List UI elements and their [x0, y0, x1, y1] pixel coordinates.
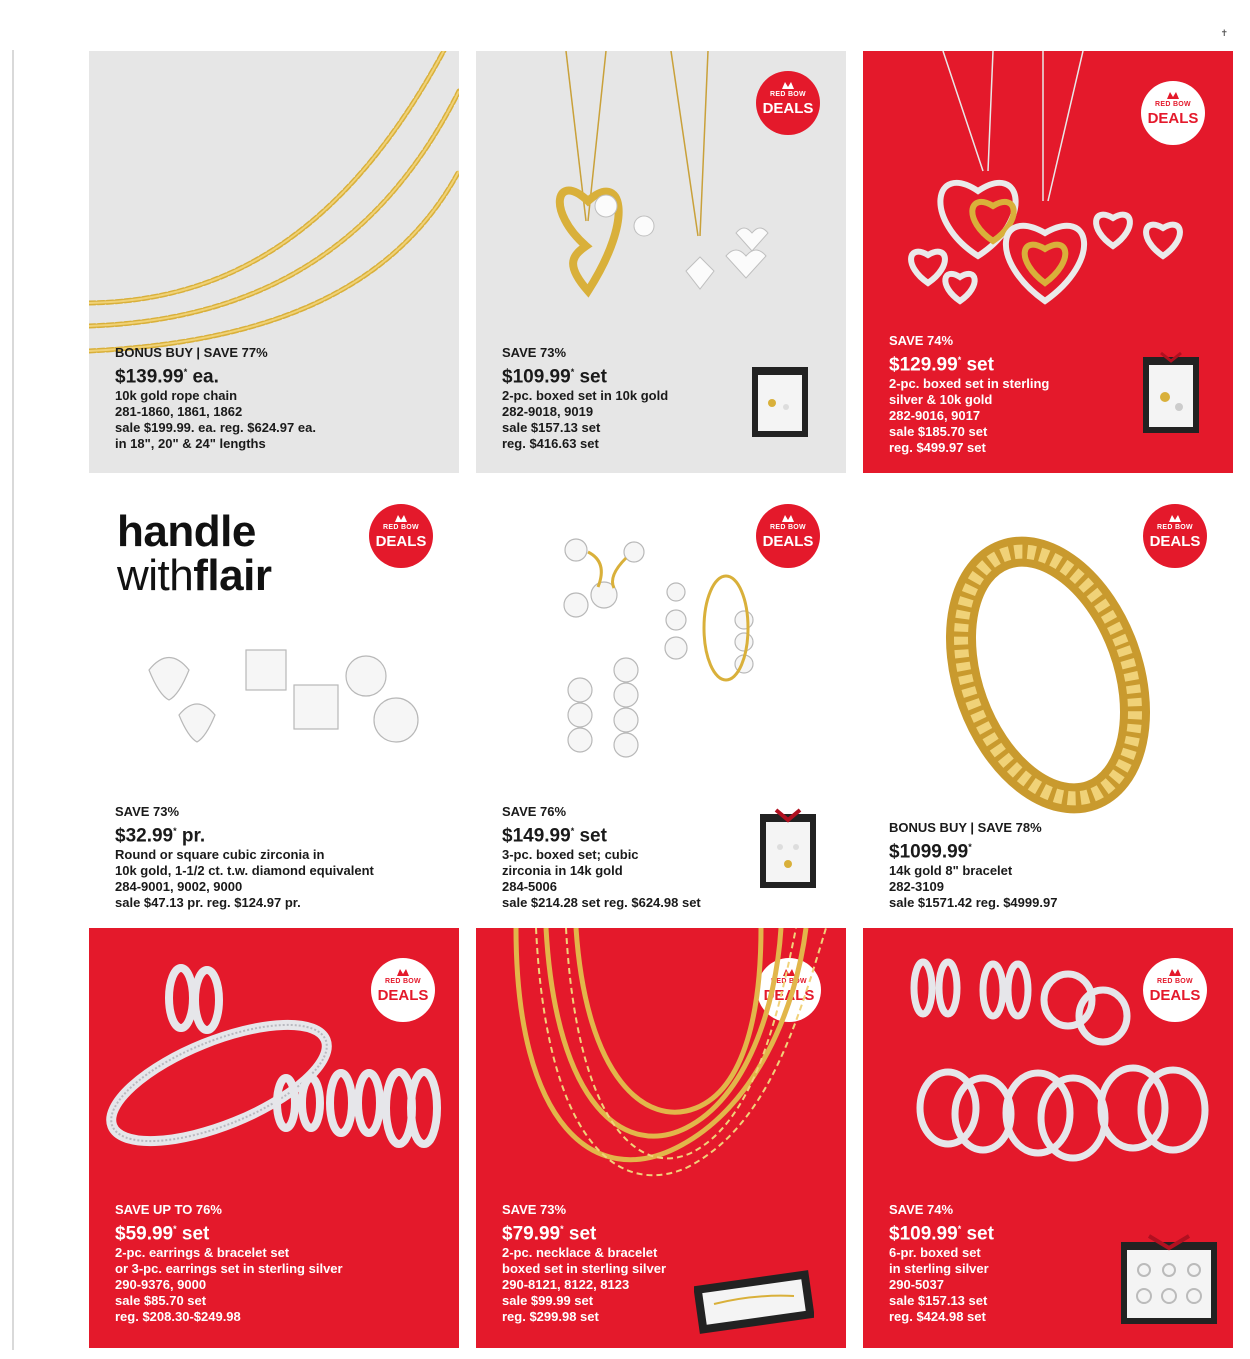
- offer-extra: reg. $499.97 set: [889, 440, 986, 456]
- offer-details: [115, 345, 316, 452]
- offer-line: 14k gold 8" bracelet: [889, 863, 1013, 879]
- offer-extra: reg. $299.98 set: [502, 1309, 599, 1325]
- tile-double-heart-set[interactable]: [863, 51, 1233, 473]
- red-bow-deals-badge: RED BOW DEALS: [756, 504, 820, 568]
- offer-details: [889, 1202, 994, 1325]
- offer-line: 282-9016, 9017: [889, 408, 981, 424]
- offer-sale: sale $85.70 set: [115, 1293, 207, 1309]
- offer-line: 2-pc. earrings & bracelet set: [115, 1245, 290, 1261]
- offer-line: 281-1860, 1861, 1862: [115, 404, 243, 420]
- offer-extra: reg. $416.63 set: [502, 436, 599, 452]
- bow-icon: [1167, 92, 1179, 99]
- tile-silver-bangle-set[interactable]: [89, 928, 459, 1348]
- offer-details: [889, 820, 1057, 911]
- offer-details: [889, 333, 1049, 456]
- offer-line: 284-9001, 9002, 9000: [115, 879, 243, 895]
- offer-line: 10k gold, 1-1/2 ct. t.w. diamond equivalent: [115, 863, 374, 879]
- offer-price: $109.99* set: [889, 1223, 994, 1245]
- offer-savings: SAVE 73%: [115, 804, 180, 819]
- offer-price: $32.99* pr.: [115, 825, 206, 847]
- offer-line: 290-8121, 8122, 8123: [502, 1277, 630, 1293]
- offer-line: boxed set in sterling silver: [502, 1261, 666, 1277]
- offer-line: or 3-pc. earrings set in sterling silver: [115, 1261, 343, 1277]
- red-bow-deals-badge: RED BOW DEALS: [756, 71, 820, 135]
- offer-savings: BONUS BUY | SAVE 77%: [115, 345, 268, 360]
- offer-details: [502, 1202, 666, 1325]
- offer-sale: sale $157.13 set: [502, 420, 601, 436]
- headline-line2: withflair: [117, 551, 272, 600]
- offer-line: 290-5037: [889, 1277, 944, 1293]
- tile-cz-earring-set[interactable]: [476, 490, 846, 912]
- offer-sale: sale $47.13 pr. reg. $124.97 pr.: [115, 895, 301, 911]
- offer-sale: sale $199.99. ea. reg. $624.97 ea.: [115, 420, 316, 436]
- gift-box-image: [750, 363, 810, 443]
- tile-necklace-bracelet-set[interactable]: [476, 928, 846, 1348]
- offer-savings: SAVE 73%: [502, 345, 567, 360]
- offer-line: 10k gold rope chain: [115, 388, 238, 404]
- offer-price: $1099.99*: [889, 841, 972, 863]
- offer-savings: SAVE 76%: [502, 804, 567, 819]
- tile-rope-chain[interactable]: [89, 51, 459, 473]
- offer-line: 284-5006: [502, 879, 557, 895]
- offer-savings: SAVE UP TO 76%: [115, 1202, 222, 1217]
- offer-details: [502, 345, 668, 452]
- tile-heart-boxed-set[interactable]: [476, 51, 846, 473]
- offer-savings: SAVE 74%: [889, 333, 954, 348]
- gift-box-image: [694, 1258, 754, 1338]
- offer-extra: reg. $424.98 set: [889, 1309, 986, 1325]
- offer-price: $59.99* set: [115, 1223, 210, 1245]
- offer-details: [115, 804, 374, 911]
- offer-extra: reg. $208.30-$249.98: [115, 1309, 241, 1325]
- gift-box-image: [1119, 1228, 1179, 1308]
- offer-line: 3-pc. boxed set; cubic: [502, 847, 639, 863]
- offer-savings: SAVE 74%: [889, 1202, 954, 1217]
- gift-box-image: [758, 802, 818, 882]
- offer-line: 6-pr. boxed set: [889, 1245, 981, 1261]
- offer-price: $129.99* set: [889, 354, 994, 376]
- red-bow-deals-badge: RED BOW DEALS: [1143, 958, 1207, 1022]
- page-marker: ✝: [1220, 28, 1228, 38]
- offer-extra: in 18", 20" & 24" lengths: [115, 436, 266, 452]
- headline-line1: handle: [117, 507, 256, 556]
- offer-line: silver & 10k gold: [889, 392, 993, 408]
- offer-line: zirconia in 14k gold: [502, 863, 623, 879]
- offer-sale: sale $1571.42 reg. $4999.97: [889, 895, 1058, 911]
- offer-line: 290-9376, 9000: [115, 1277, 207, 1293]
- offer-sale: sale $185.70 set: [889, 424, 988, 440]
- bow-icon: [782, 82, 794, 89]
- page-edge-divider: [0, 50, 14, 1350]
- offer-sale: sale $99.99 set: [502, 1293, 594, 1309]
- tile-silver-hoops-set[interactable]: [863, 928, 1233, 1348]
- offer-price: $109.99* set: [502, 366, 607, 388]
- offer-price: $139.99* ea.: [115, 366, 219, 388]
- offer-details: [115, 1202, 343, 1325]
- offer-line: 2-pc. necklace & bracelet: [502, 1245, 658, 1261]
- offer-line: 282-9018, 9019: [502, 404, 594, 420]
- offer-savings: BONUS BUY | SAVE 78%: [889, 820, 1042, 835]
- offer-line: 2-pc. boxed set in sterling: [889, 376, 1050, 392]
- offer-sale: sale $157.13 set: [889, 1293, 988, 1309]
- offer-line: 282-3109: [889, 879, 944, 895]
- red-bow-deals-badge: RED BOW DEALS: [371, 958, 435, 1022]
- tile-gold-bracelet[interactable]: [863, 490, 1233, 912]
- offer-price: $79.99* set: [502, 1223, 597, 1245]
- offer-line: Round or square cubic zirconia in: [115, 847, 325, 863]
- tile-cz-studs[interactable]: [89, 490, 459, 912]
- offer-line: in sterling silver: [889, 1261, 989, 1277]
- gift-box-image: [1141, 347, 1201, 427]
- offer-savings: SAVE 73%: [502, 1202, 567, 1217]
- offer-sale: sale $214.28 set reg. $624.98 set: [502, 895, 701, 911]
- offer-details: [502, 804, 701, 911]
- red-bow-deals-badge: RED BOW DEALS: [1141, 81, 1205, 145]
- red-bow-deals-badge: RED BOW DEALS: [757, 958, 821, 1022]
- offer-price: $149.99* set: [502, 825, 607, 847]
- offer-line: 2-pc. boxed set in 10k gold: [502, 388, 669, 404]
- red-bow-deals-badge: RED BOW DEALS: [1143, 504, 1207, 568]
- red-bow-deals-badge: RED BOW DEALS: [369, 504, 433, 568]
